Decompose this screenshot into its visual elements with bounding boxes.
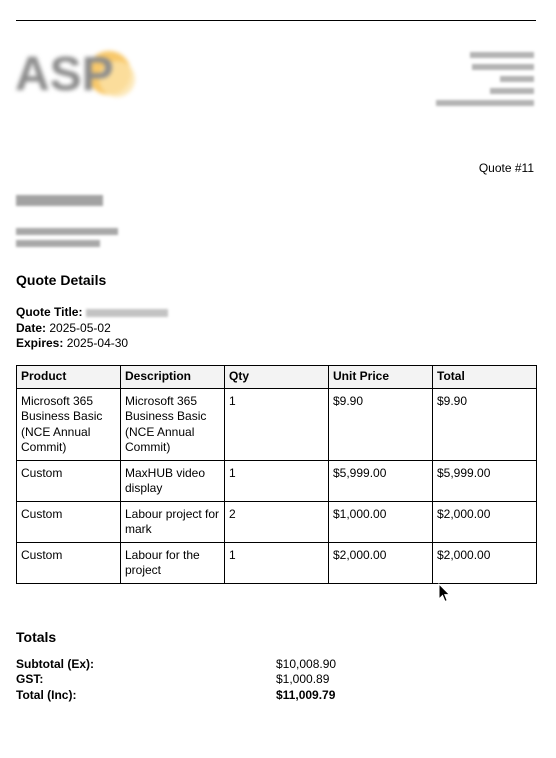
- line-items-table: [16, 365, 537, 584]
- cell-product: Custom: [17, 460, 121, 501]
- subtotal-value: $10,008.90: [276, 657, 337, 671]
- quote-title-value: [86, 309, 168, 317]
- total-label: Total (Inc):: [16, 687, 77, 702]
- gst-value: $1,000.89: [276, 672, 330, 687]
- cell-qty: 1: [225, 388, 329, 460]
- header-product: Product: [17, 366, 121, 389]
- totals-heading: Totals: [16, 629, 57, 645]
- expires-value: 2025-04-30: [66, 336, 129, 350]
- cell-description: MaxHUB video display: [121, 460, 225, 501]
- table-row: [17, 542, 537, 583]
- quote-number: Quote #11: [478, 161, 534, 175]
- cell-unit-price: $9.90: [329, 388, 433, 460]
- cell-total: $5,999.00: [433, 460, 537, 501]
- cell-qty: 1: [225, 460, 329, 501]
- cell-description: Microsoft 365 Business Basic (NCE Annual Commit): [121, 388, 225, 460]
- date-line: [16, 321, 168, 337]
- expires-label: Expires:: [16, 336, 64, 350]
- date-label: Date:: [16, 320, 47, 335]
- table-header-row: [17, 366, 537, 389]
- header-unit-price: Unit Price: [329, 366, 433, 389]
- header-qty: Qty: [225, 366, 329, 389]
- cell-description: Labour for the project: [121, 542, 225, 583]
- cell-description: Labour project for mark: [121, 501, 225, 542]
- logo-text: ASP: [15, 48, 114, 99]
- cell-qty: 1: [225, 542, 329, 583]
- cell-unit-price: $5,999.00: [329, 460, 433, 501]
- client-address: [16, 228, 118, 252]
- quote-title-label: Quote Title:: [16, 305, 83, 319]
- cell-product: Custom: [17, 542, 121, 583]
- subtotal-label: Subtotal (Ex):: [16, 657, 94, 671]
- header-total: Total: [433, 366, 537, 389]
- totals-block: [16, 657, 376, 703]
- mouse-cursor-icon: [438, 583, 452, 603]
- cell-total: $9.90: [433, 388, 537, 460]
- total-value: $11,009.79: [276, 687, 336, 702]
- date-value: 2025-05-02: [49, 320, 111, 335]
- cell-unit-price: $1,000.00: [329, 501, 433, 542]
- client-name: [16, 195, 103, 206]
- total-row: [16, 688, 376, 703]
- table-row: [17, 388, 537, 460]
- top-rule: [16, 20, 536, 21]
- quote-details: [16, 305, 168, 352]
- table-row: [17, 460, 537, 501]
- subtotal-row: [16, 657, 376, 672]
- quote-details-heading: Quote Details: [16, 272, 107, 288]
- header-description: Description: [121, 366, 225, 389]
- cell-unit-price: $2,000.00: [329, 542, 433, 583]
- company-logo: [13, 43, 141, 99]
- cell-qty: 2: [225, 501, 329, 542]
- cell-product: Microsoft 365 Business Basic (NCE Annual Commit): [17, 388, 121, 460]
- gst-row: [16, 672, 376, 687]
- table-row: [17, 501, 537, 542]
- cell-product: Custom: [17, 501, 121, 542]
- expires-line: [16, 336, 168, 352]
- gst-label: GST:: [16, 672, 44, 687]
- quote-title-line: [16, 305, 168, 321]
- company-address: [424, 52, 534, 112]
- cell-total: $2,000.00: [433, 501, 537, 542]
- cell-total: $2,000.00: [433, 542, 537, 583]
